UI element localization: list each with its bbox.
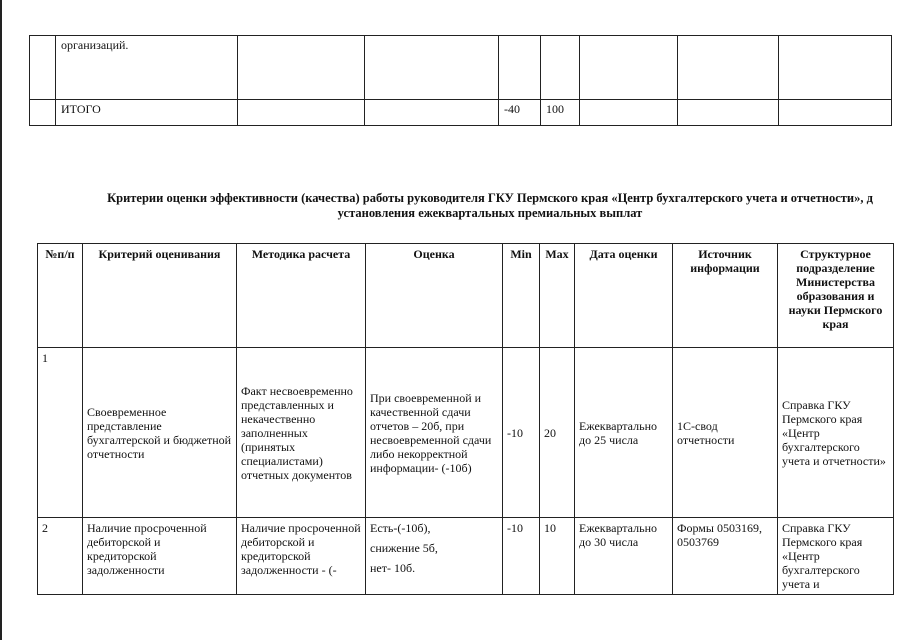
table-cell (779, 36, 892, 100)
total-label: ИТОГО (56, 100, 238, 126)
table-cell (30, 36, 56, 100)
table-cell (678, 100, 779, 126)
min-cell: -10 (503, 518, 540, 595)
max-cell (541, 36, 580, 100)
table-cell (580, 100, 678, 126)
total-max: 100 (541, 100, 580, 126)
table-cell (365, 36, 499, 100)
table-cell (238, 100, 365, 126)
title-line-2: установления ежеквартальных премиальных выплат (337, 206, 643, 220)
score-cell: При своевременной и качественной сдачи отчетов – 20б, при несвоевременной сдачи либо некорректной информации- (-10б) (366, 348, 503, 518)
col-header-score: Оценка (366, 244, 503, 348)
source-cell: Формы 0503169, 0503769 (673, 518, 778, 595)
score-line: нет- 10б. (370, 561, 416, 575)
score-line: снижение 5б, (370, 541, 438, 555)
row-number: 2 (38, 518, 83, 595)
criterion-cell: организаций. (56, 36, 238, 100)
previous-table (29, 35, 892, 126)
col-header-date: Дата оценки (575, 244, 673, 348)
row-number: 1 (38, 348, 83, 518)
criteria-table (37, 243, 894, 595)
date-cell: Ежеквартально до 25 числа (575, 348, 673, 518)
total-row (30, 100, 892, 126)
score-cell (366, 518, 503, 595)
section-title (60, 191, 905, 221)
table-row (38, 518, 894, 595)
table-row (30, 36, 892, 100)
unit-cell: Справка ГКУ Пермского края «Центр бухгалтерского учета и (778, 518, 894, 595)
col-header-number: №п/п (38, 244, 83, 348)
header-row (38, 244, 894, 348)
criterion-cell: Наличие просроченной дебиторской и кредиторской задолженности (83, 518, 237, 595)
min-cell (499, 36, 541, 100)
date-cell: Ежеквартально до 30 числа (575, 518, 673, 595)
table-cell (30, 100, 56, 126)
criterion-cell: Своевременное представление бухгалтерской и бюджетной отчетности (83, 348, 237, 518)
unit-cell: Справка ГКУ Пермского края «Центр бухгалтерского учета и отчетности» (778, 348, 894, 518)
col-header-max: Max (540, 244, 575, 348)
table-row (38, 348, 894, 518)
total-min: -40 (499, 100, 541, 126)
min-cell: -10 (503, 348, 540, 518)
source-cell: 1С-свод отчетности (673, 348, 778, 518)
method-cell: Факт несвоевременно представленных и некачественно заполненных (принятых специалистами) отчетных документов (237, 348, 366, 518)
table-cell (678, 36, 779, 100)
col-header-unit: Структурное подразделение Министерства образования и науки Пермского края (778, 244, 894, 348)
page-border (0, 0, 2, 640)
col-header-method: Методика расчета (237, 244, 366, 348)
table-cell (580, 36, 678, 100)
col-header-criterion: Критерий оценивания (83, 244, 237, 348)
table-cell (365, 100, 499, 126)
title-line-1: Критерии оценки эффективности (качества) работы руководителя ГКУ Пермского края «Центр бухгалтерского учета и отчетности», д (107, 191, 873, 205)
max-cell: 10 (540, 518, 575, 595)
score-line: Есть-(-10б), (370, 521, 431, 535)
method-cell: Наличие просроченной дебиторской и кредиторской задолженности - (- (237, 518, 366, 595)
table-cell (779, 100, 892, 126)
table-cell (238, 36, 365, 100)
col-header-min: Min (503, 244, 540, 348)
col-header-source: Источник информации (673, 244, 778, 348)
max-cell: 20 (540, 348, 575, 518)
